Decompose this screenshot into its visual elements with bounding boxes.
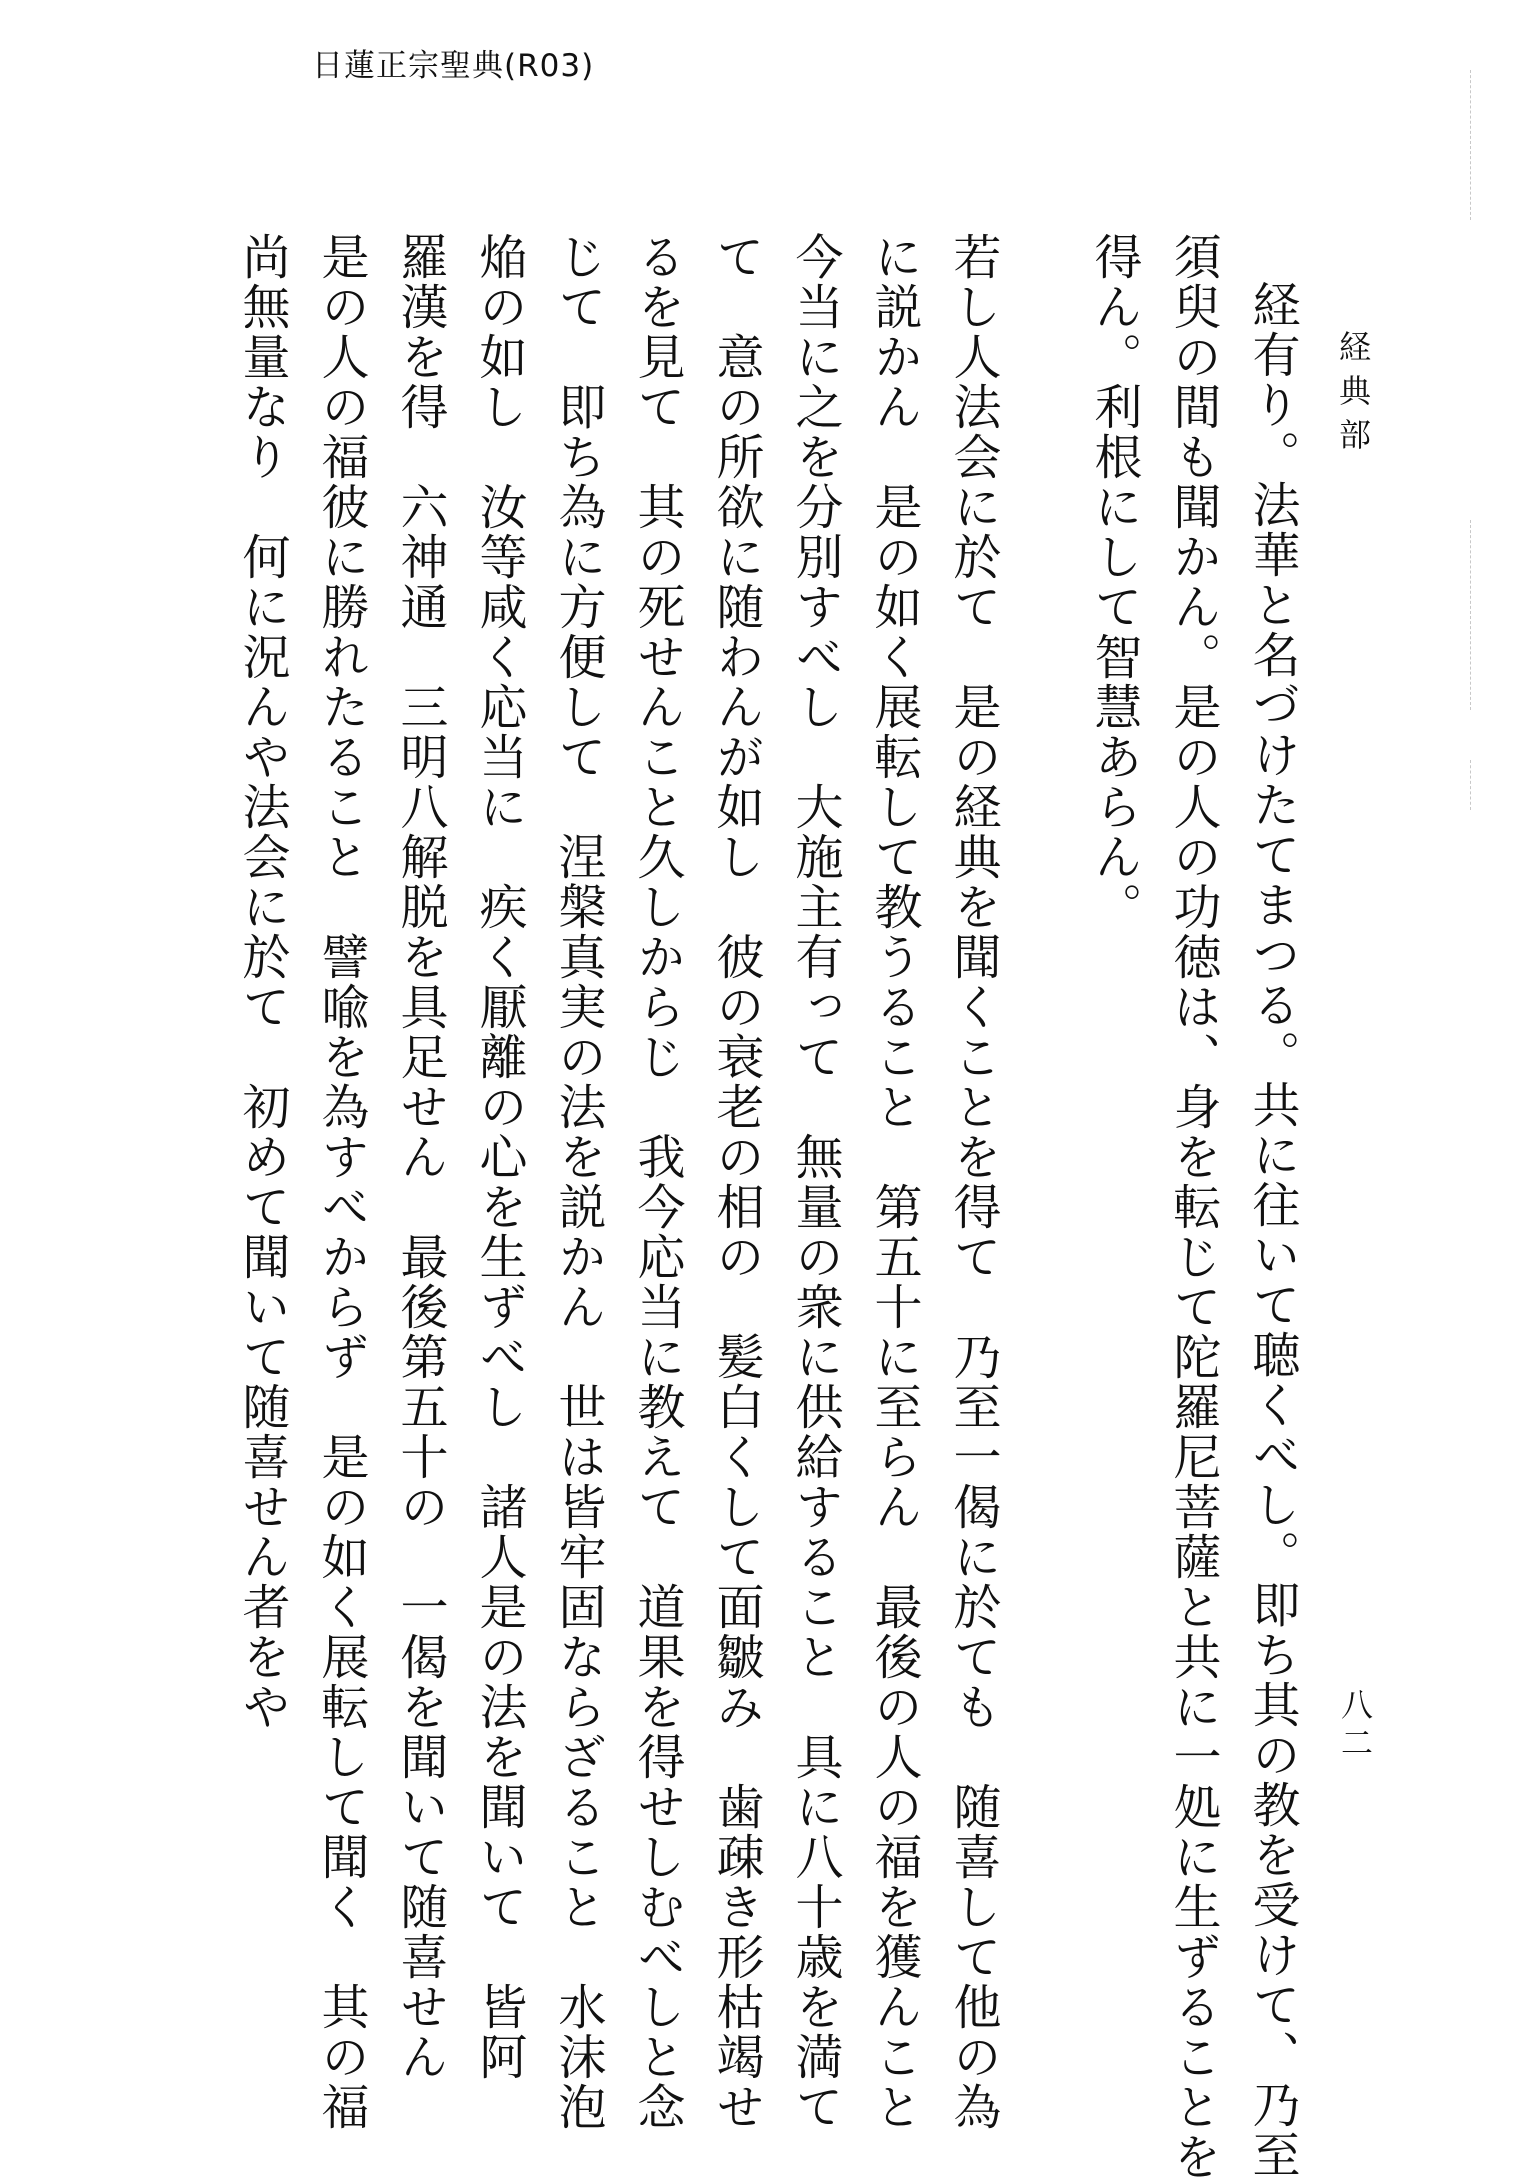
text-line: 経有り。法華と名づけたてまつる。共に往いて聴くべし。即ち其の教を受けて、乃至 <box>1244 280 1300 2180</box>
text-line: 尚無量なり 何に況んや法会に於て 初めて聞いて随喜せん者をや <box>234 232 290 1732</box>
text-line: 焔の如し 汝等咸く応当に 疾く厭離の心を生ずべし 諸人是の法を聞いて 皆阿 <box>471 232 527 2082</box>
page-edge-mark <box>1470 70 1471 220</box>
text-line: て 意の所欲に随わんが如し 彼の衰老の相の 髪白くして面皺み 歯疎き形枯竭せ <box>708 232 764 2132</box>
text-line: じて 即ち為に方便して 涅槃真実の法を説かん 世は皆牢固ならざること 水沫泡 <box>550 232 606 2132</box>
text-line: 今当に之を分別すべし 大施主有って 無量の衆に供給すること 具に八十歳を満て <box>787 232 843 2132</box>
text-line: 須臾の間も聞かん。是の人の功徳は、身を転じて陀羅尼菩薩と共に一処に生ずることを <box>1165 232 1221 2182</box>
text-line: るを見て 其の死せんこと久しからじ 我今応当に教えて 道果を得せしむべしと念 <box>629 232 685 2132</box>
page-number: 八二 <box>1336 1688 1374 1764</box>
section-label: 経典部 <box>1334 330 1372 462</box>
page-edge-mark <box>1470 520 1471 710</box>
text-line: 若し人法会に於て 是の経典を聞くことを得て 乃至一偈に於ても 随喜して他の為 <box>945 232 1001 2132</box>
document-title: 日蓮正宗聖典(R03) <box>312 48 595 84</box>
text-line: 得ん。利根にして智慧あらん。 <box>1086 232 1142 932</box>
text-line: 是の人の福彼に勝れたること 譬喩を為すべからず 是の如く展転して聞く 其の福 <box>313 232 369 2132</box>
body-text <box>222 232 1311 2182</box>
text-line: 羅漢を得 六神通 三明八解脱を具足せん 最後第五十の 一偈を聞いて随喜せん <box>392 232 448 2082</box>
text-line: に説かん 是の如く展転して教うること 第五十に至らん 最後の人の福を獲んこと <box>866 232 922 2132</box>
page-edge-mark <box>1470 760 1471 810</box>
